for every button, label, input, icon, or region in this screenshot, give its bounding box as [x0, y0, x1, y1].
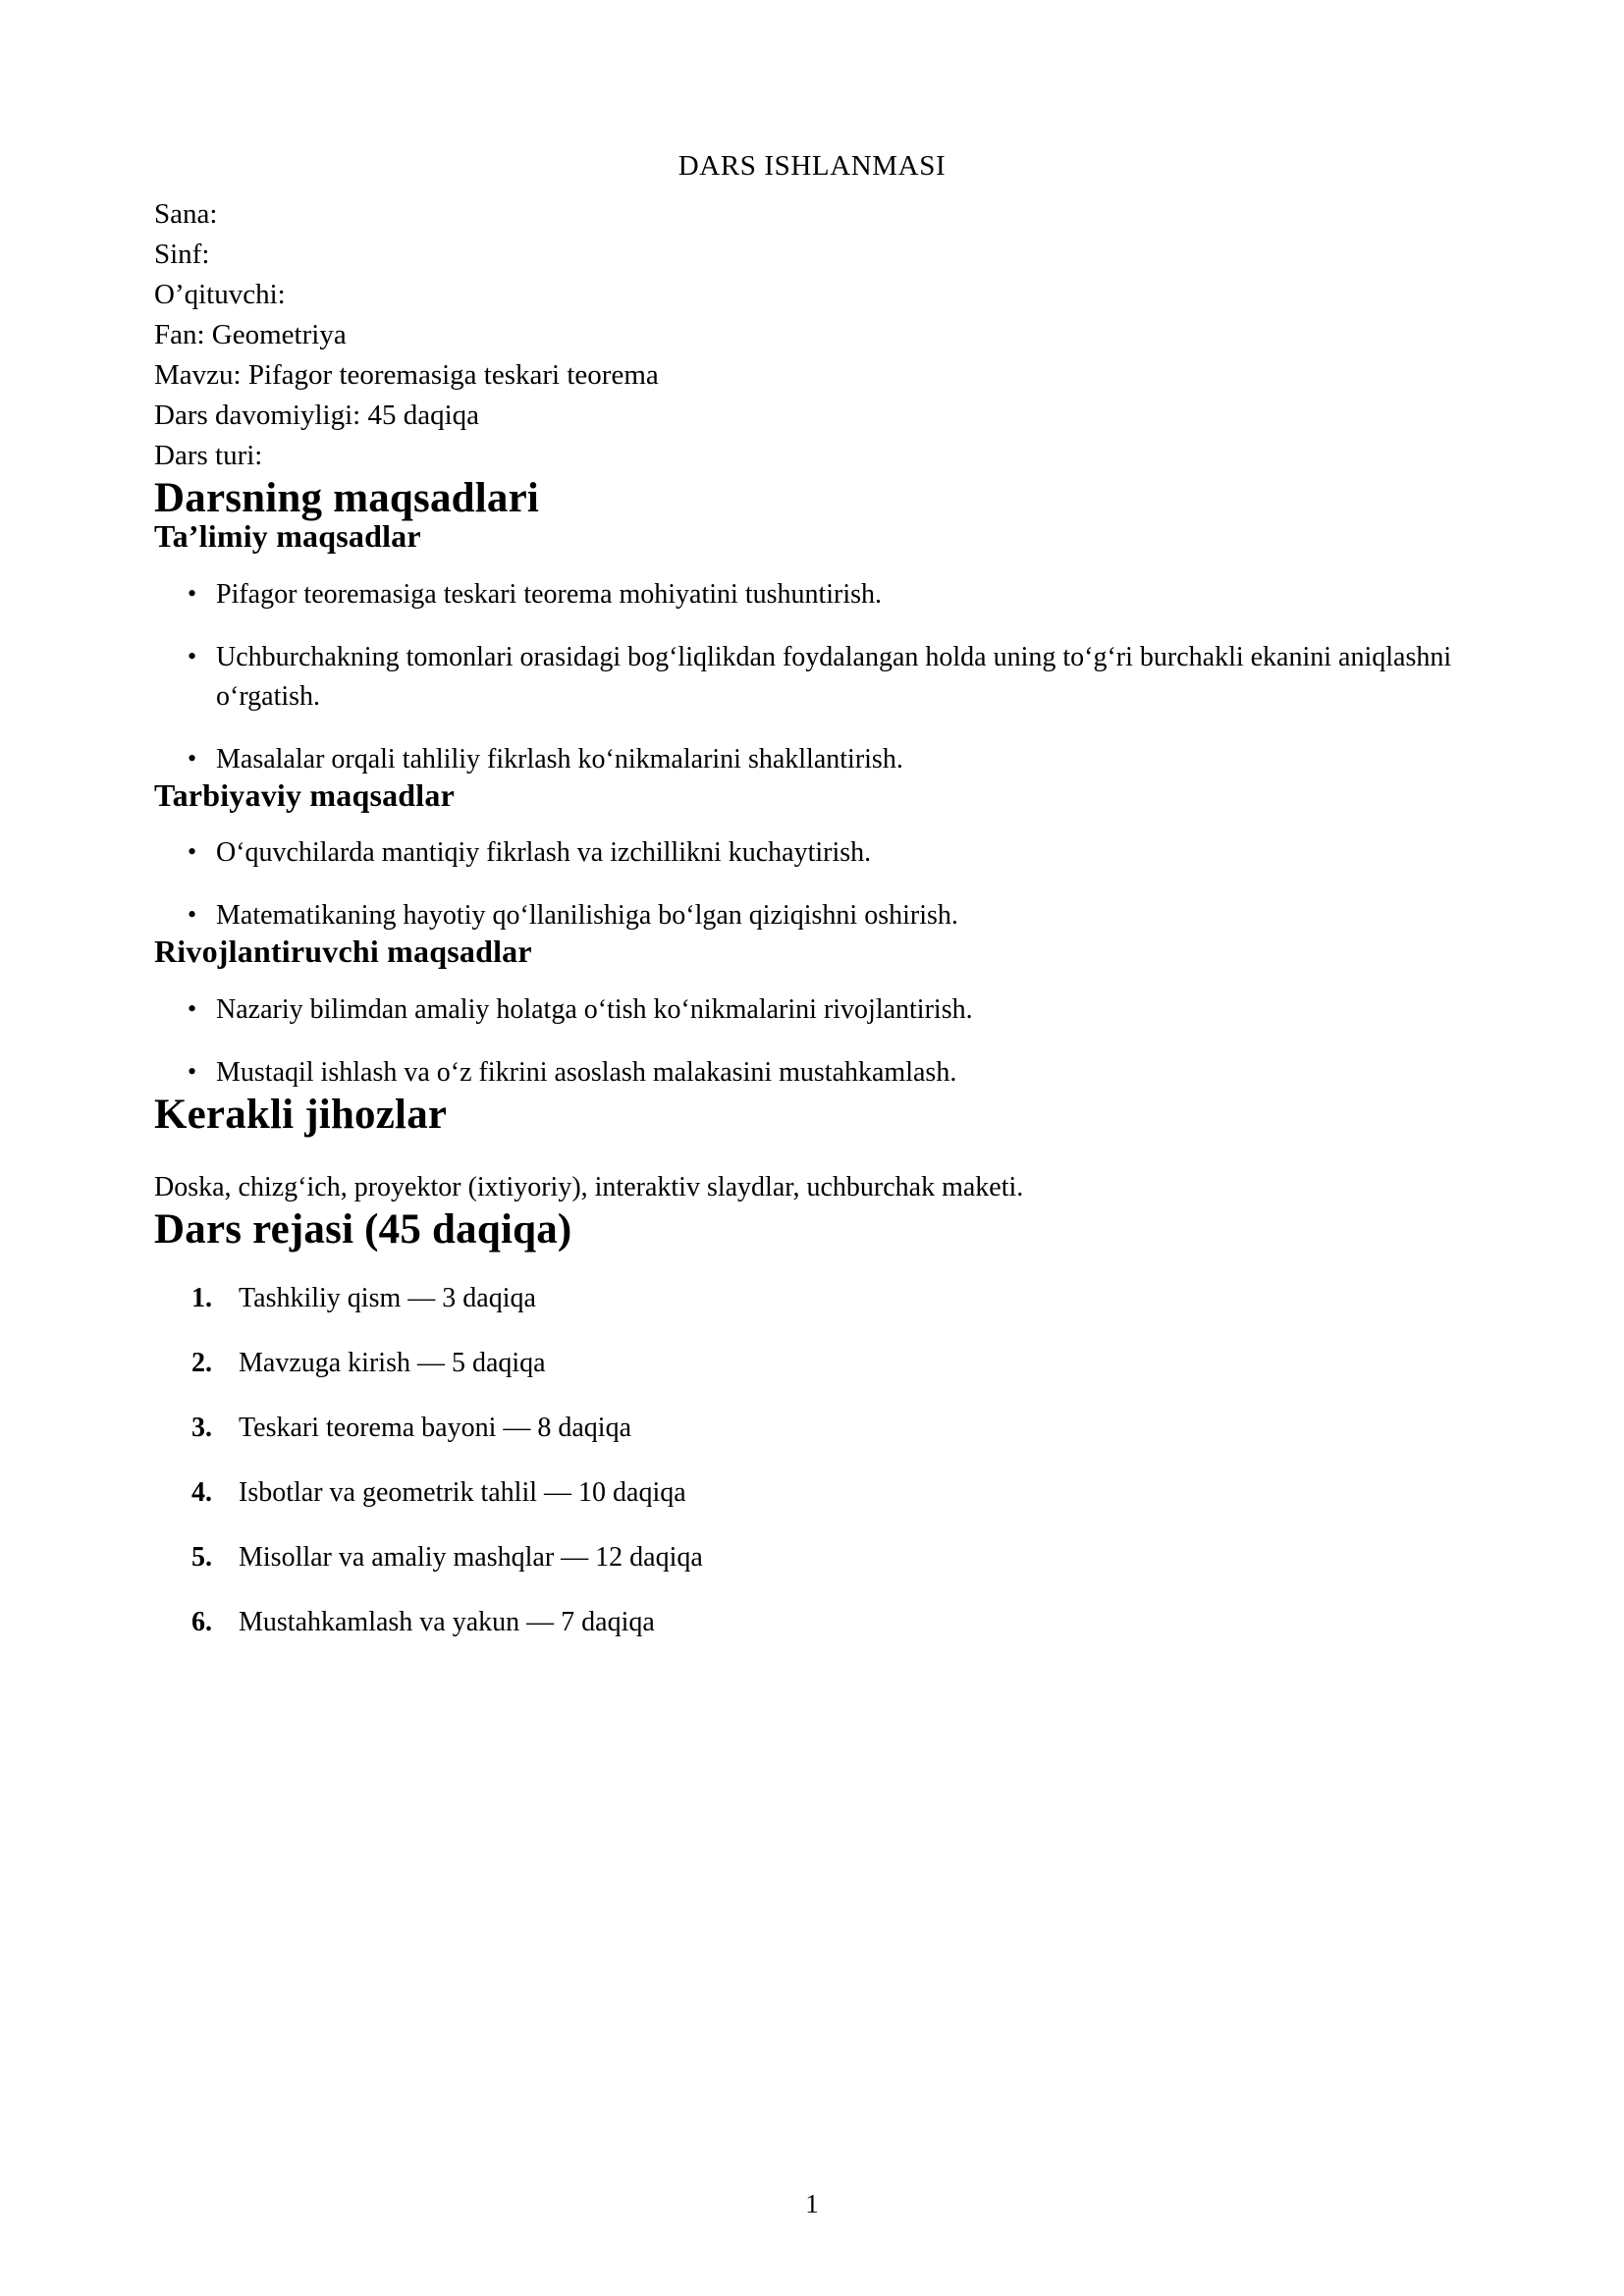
- subsection-heading-educational-goals: Ta’limiy maqsadlar: [154, 518, 421, 555]
- list-item: • Matematikaning hayotiy qoʻllanilishiga boʻlgan qiziqishni oshirish.: [154, 896, 1470, 935]
- list-item: [154, 1344, 1470, 1383]
- metadata-topic: Mavzu: Pifagor teoremasiga teskari teorema: [154, 359, 659, 391]
- list-item-label: Isbotlar va geometrik tahlil — 10 daqiqa: [239, 1477, 686, 1509]
- list-item: [154, 1279, 1470, 1318]
- lesson-plan-list: [154, 1279, 1470, 1642]
- page-number: 1: [805, 2189, 819, 2218]
- section-heading-goals: Darsning maqsadlari: [154, 475, 540, 521]
- list-item: [154, 1538, 1470, 1577]
- list-item: • Masalalar orqali tahliliy fikrlash koʻnikmalarini shakllantirish.: [154, 740, 1470, 779]
- metadata-lesson-type: Dars turi:: [154, 440, 263, 471]
- list-item: [154, 1603, 1470, 1642]
- equipment-paragraph: Doska, chizgʻich, proyektor (ixtiyoriy), interaktiv slaydlar, uchburchak maketi.: [154, 1172, 1024, 1203]
- document-content: [154, 152, 1470, 1642]
- metadata-subject: Fan: Geometriya: [154, 319, 347, 350]
- list-item-number: 4.: [191, 1477, 212, 1509]
- metadata-class: Sinf:: [154, 239, 210, 270]
- subsection-heading-developmental-goals: Rivojlantiruvchi maqsadlar: [154, 934, 532, 970]
- list-item: [154, 1473, 1470, 1513]
- metadata-date: Sana:: [154, 198, 218, 230]
- list-item-number: 6.: [191, 1607, 212, 1638]
- list-item-label: Mavzuga kirish — 5 daqiqa: [239, 1348, 546, 1379]
- list-item-number: 3.: [191, 1413, 212, 1444]
- lesson-metadata-list: [154, 194, 1470, 476]
- educational-goals-list: [154, 575, 1470, 779]
- metadata-duration: Dars davomiyligi: 45 daqiqa: [154, 400, 480, 431]
- list-item: • Nazariy bilimdan amaliy holatga oʻtish koʻnikmalarini rivojlantirish.: [154, 990, 1470, 1030]
- list-item-label: Teskari teorema bayoni — 8 daqiqa: [239, 1413, 632, 1444]
- list-item: [154, 1409, 1470, 1448]
- metadata-teacher: O’qituvchi:: [154, 279, 286, 310]
- list-item: • Pifagor teoremasiga teskari teorema mohiyatini tushuntirish.: [154, 575, 1470, 614]
- section-heading-equipment: Kerakli jihozlar: [154, 1091, 448, 1138]
- list-item-number: 1.: [191, 1283, 212, 1314]
- list-item-label: Mustahkamlash va yakun — 7 daqiqa: [239, 1607, 655, 1638]
- list-item: • Uchburchakning tomonlari orasidagi bogʻliqlikdan foydalangan holda uning toʻgʻri burchakli ekanini aniqlashni oʻrgatish.: [154, 638, 1470, 717]
- list-item-label: Misollar va amaliy mashqlar — 12 daqiqa: [239, 1542, 703, 1574]
- section-heading-lesson-plan: Dars rejasi (45 daqiqa): [154, 1206, 572, 1254]
- moral-goals-list: [154, 833, 1470, 935]
- list-item: • Mustaqil ishlash va oʻz fikrini asoslash malakasini mustahkamlash.: [154, 1053, 1470, 1093]
- document-title: DARS ISHLANMASI: [677, 150, 947, 182]
- list-item-number: 5.: [191, 1542, 212, 1574]
- list-item-number: 2.: [191, 1348, 212, 1379]
- list-item-label: Tashkiliy qism — 3 daqiqa: [239, 1283, 536, 1314]
- list-item: • Oʻquvchilarda mantiqiy fikrlash va izchillikni kuchaytirish.: [154, 833, 1470, 873]
- developmental-goals-list: [154, 990, 1470, 1093]
- subsection-heading-moral-goals: Tarbiyaviy maqsadlar: [154, 776, 455, 813]
